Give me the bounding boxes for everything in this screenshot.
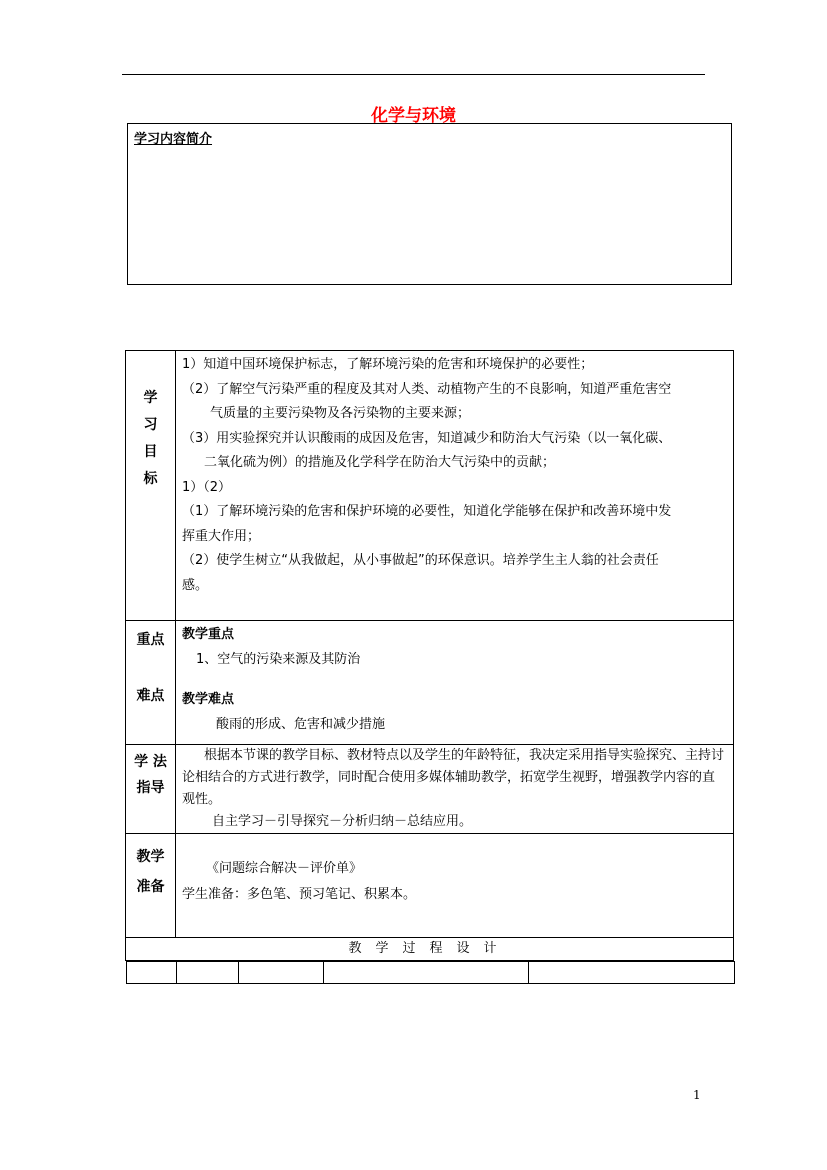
objective-line: 二氧化硫为例）的措施及化学科学在防治大气污染中的贡献；	[204, 455, 556, 470]
objectives-row	[126, 351, 734, 621]
objectives-content	[176, 351, 734, 621]
preparation-line: 学生准备：多色笔、预习笔记、积累本。	[182, 887, 417, 902]
key-heading: 教学重点	[182, 627, 235, 642]
objectives-label-char: 目	[143, 444, 158, 460]
process-heading: 教学过程设计	[126, 938, 734, 961]
objectives-label-char: 习	[143, 417, 158, 433]
method-label-top: 学 法	[134, 754, 167, 770]
page-number: 1	[693, 1088, 701, 1102]
objective-line: （3）用实验探究并认识酸雨的成因及危害，知道减少和防治大气污染（以一氧化碳、	[182, 430, 672, 446]
objective-line: 感。	[182, 577, 209, 593]
key-label: 重点	[136, 632, 165, 648]
process-cell	[176, 962, 238, 984]
method-para: 自主学习－引导探究－分析归纳－总结应用。	[212, 814, 473, 829]
key-item: 1、空气的污染来源及其防治	[196, 651, 361, 667]
difficult-label: 难点	[136, 688, 165, 704]
key-points-row	[126, 621, 734, 745]
process-cell	[126, 962, 176, 984]
difficult-heading: 教学难点	[182, 692, 235, 707]
objective-line: 气质量的主要污染物及各污染物的主要来源；	[210, 406, 471, 421]
process-grid-row	[126, 961, 734, 985]
header-rule	[122, 74, 705, 75]
method-para: 根据本节课的教学目标、教材特点以及学生的年龄特征，我决定采用指导实验探究、主持讨论相结合的方式进行教学，同时配合使用多媒体辅助教学，拓宽学生视野，增强教学内容的直观性。	[182, 748, 725, 807]
method-label	[126, 745, 176, 834]
preparation-label	[126, 834, 176, 938]
method-label-bottom: 指导	[136, 780, 165, 796]
objective-line: （1）了解环境污染的危害和保护环境的必要性，知道化学能够在保护和改善环境中发	[182, 504, 672, 519]
intro-box	[127, 123, 732, 285]
preparation-label-bottom: 准备	[136, 879, 165, 895]
process-heading-row	[126, 938, 734, 961]
key-points-content	[176, 621, 734, 745]
method-content	[176, 745, 734, 834]
method-row	[126, 745, 734, 834]
objective-line: （2）了解空气污染严重的程度及其对人类、动植物产生的不良影响，知道严重危害空	[182, 381, 672, 397]
objective-line: 1）知道中国环境保护标志，了解环境污染的危害和环境保护的必要性；	[182, 357, 594, 372]
process-cell	[323, 962, 528, 984]
objectives-label	[126, 351, 176, 621]
intro-label: 学习内容简介	[134, 132, 213, 147]
objective-line: 挥重大作用；	[182, 528, 261, 544]
page-title: 化学与环境	[371, 106, 456, 126]
objectives-label-char: 标	[143, 471, 158, 487]
process-cell	[528, 962, 734, 984]
objective-line: 1）（2）	[182, 479, 232, 495]
preparation-line: 《问题综合解决－评价单》	[206, 861, 363, 876]
objective-line: （2）使学生树立“从我做起，从小事做起”的环保意识。培养学生主人翁的社会责任	[182, 553, 659, 568]
preparation-row	[126, 834, 734, 938]
process-cell	[238, 962, 323, 984]
key-points-label	[126, 621, 176, 745]
process-grid	[126, 961, 735, 984]
preparation-label-top: 教学	[136, 849, 165, 865]
preparation-content	[176, 834, 734, 938]
objectives-label-char: 学	[143, 390, 158, 406]
lesson-table	[125, 350, 734, 984]
difficult-item: 酸雨的形成、危害和减少措施	[216, 716, 386, 732]
